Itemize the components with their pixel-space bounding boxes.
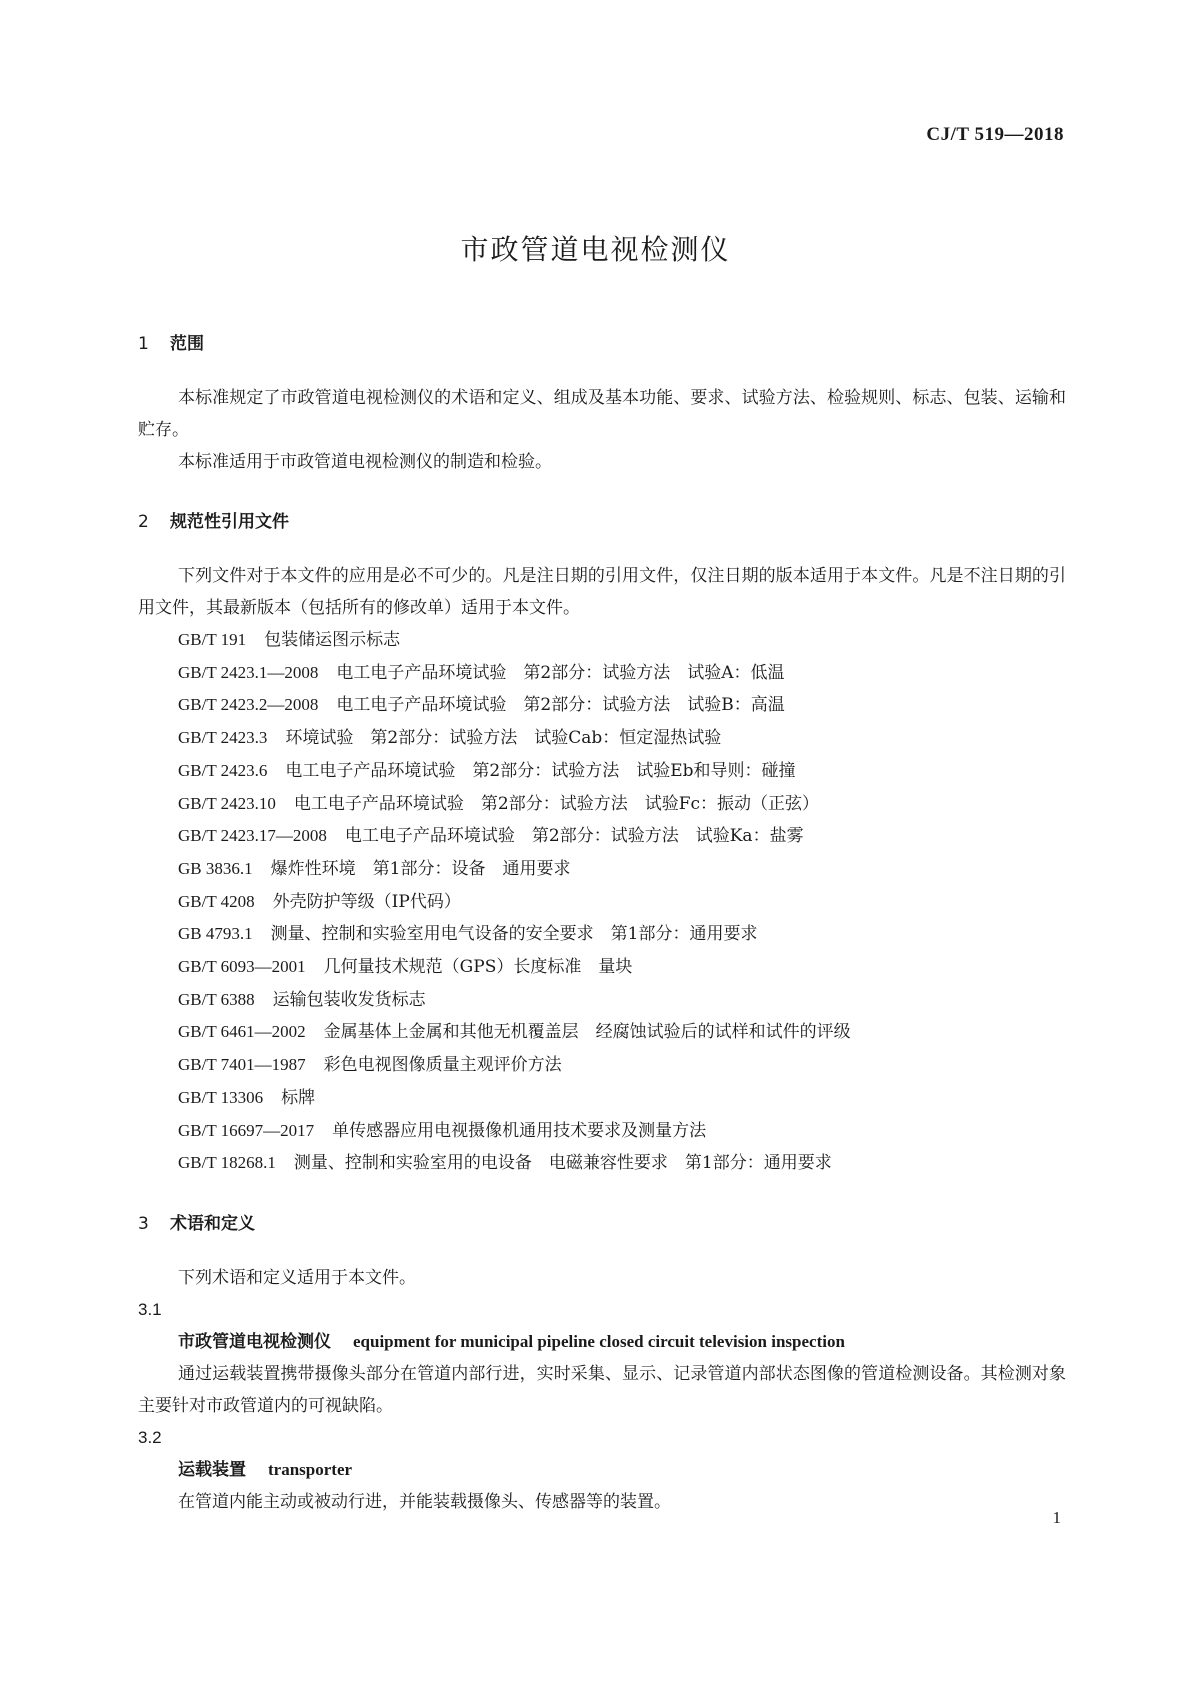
term-heading bbox=[138, 1326, 1066, 1358]
reference-code: GB/T 2423.1—2008 bbox=[178, 662, 319, 682]
reference-code: GB/T 191 bbox=[178, 630, 247, 649]
reference-code: GB/T 6093—2001 bbox=[178, 957, 306, 977]
reference-item bbox=[138, 853, 1066, 886]
section-title: 规范性引用文件 bbox=[170, 512, 289, 532]
section-title: 术语和定义 bbox=[170, 1213, 255, 1234]
term-english: transporter bbox=[268, 1459, 353, 1479]
reference-item bbox=[138, 820, 1066, 853]
scope-paragraph: 本标准适用于市政管道电视检测仪的制造和检验。 bbox=[178, 452, 552, 472]
reference-item bbox=[138, 984, 1066, 1017]
reference-code: GB/T 2423.2—2008 bbox=[178, 695, 319, 715]
reference-title: 几何量技术规范（GPS）长度标准 量块 bbox=[323, 957, 633, 978]
reference-title: 爆炸性环境 第1部分：设备 通用要求 bbox=[270, 858, 571, 879]
reference-item bbox=[138, 1049, 1066, 1082]
section-2-heading bbox=[138, 508, 1066, 536]
reference-code: GB/T 6388 bbox=[178, 989, 255, 1009]
reference-item bbox=[138, 788, 1066, 821]
section-number: 3 bbox=[138, 1213, 149, 1234]
reference-code: GB/T 2423.3 bbox=[178, 728, 268, 748]
reference-item bbox=[138, 722, 1066, 755]
reference-code: GB/T 7401—1987 bbox=[178, 1055, 306, 1075]
reference-item bbox=[138, 951, 1066, 984]
reference-code: GB/T 13306 bbox=[178, 1087, 264, 1107]
reference-item bbox=[138, 1147, 1066, 1180]
term-number: 3.2 bbox=[138, 1427, 162, 1447]
section-3-heading bbox=[138, 1210, 1066, 1238]
terms-intro: 下列术语和定义适用于本文件。 bbox=[178, 1267, 416, 1288]
reference-item bbox=[138, 1115, 1066, 1148]
reference-item bbox=[138, 624, 1066, 657]
section-number: 2 bbox=[138, 512, 149, 532]
reference-title: 测量、控制和实验室用的电设备 电磁兼容性要求 第1部分：通用要求 bbox=[293, 1153, 832, 1174]
section-1-heading bbox=[138, 330, 1066, 358]
reference-item bbox=[138, 1082, 1066, 1115]
reference-list bbox=[138, 624, 1066, 1180]
reference-item bbox=[138, 886, 1066, 919]
reference-code: GB/T 2423.17—2008 bbox=[178, 826, 327, 846]
reference-code: GB/T 18268.1 bbox=[178, 1153, 276, 1173]
reference-code: GB 4793.1 bbox=[178, 924, 253, 944]
section-number: 1 bbox=[138, 334, 149, 354]
reference-title: 外壳防护等级（IP代码） bbox=[272, 891, 461, 912]
reference-title: 电工电子产品环境试验 第2部分：试验方法 试验Eb和导则：碰撞 bbox=[285, 760, 796, 781]
reference-code: GB/T 2423.6 bbox=[178, 760, 268, 780]
term-definition: 通过运载装置携带摄像头部分在管道内部行进，实时采集、显示、记录管道内部状态图像的管道检测设备。其检测对象主要针对市政管道内的可视缺陷。 bbox=[138, 1363, 1066, 1416]
references-intro: 下列文件对于本文件的应用是必不可少的。凡是注日期的引用文件，仅注日期的版本适用于本文件。凡是不注日期的引用文件，其最新版本（包括所有的修改单）适用于本文件。 bbox=[138, 566, 1066, 618]
term-english: equipment for municipal pipeline closed circuit television inspection bbox=[353, 1331, 845, 1351]
document-title: 市政管道电视检测仪 bbox=[460, 233, 731, 266]
reference-title: 标牌 bbox=[281, 1087, 316, 1108]
reference-code: GB 3836.1 bbox=[178, 858, 253, 878]
standard-code: CJ/T 519—2018 bbox=[926, 124, 1064, 145]
reference-item bbox=[138, 689, 1066, 722]
section-title: 范围 bbox=[170, 334, 204, 354]
term-chinese: 市政管道电视检测仪 bbox=[178, 1331, 331, 1352]
reference-title: 测量、控制和实验室用电气设备的安全要求 第1部分：通用要求 bbox=[270, 924, 758, 945]
document-body bbox=[138, 330, 1066, 1518]
term-definition: 在管道内能主动或被动行进，并能装载摄像头、传感器等的装置。 bbox=[178, 1491, 671, 1512]
reference-title: 彩色电视图像质量主观评价方法 bbox=[323, 1055, 562, 1076]
reference-title: 电工电子产品环境试验 第2部分：试验方法 试验Fc：振动（正弦） bbox=[293, 793, 820, 814]
reference-title: 单传感器应用电视摄像机通用技术要求及测量方法 bbox=[332, 1120, 707, 1141]
reference-item bbox=[138, 755, 1066, 788]
reference-title: 运输包装收发货标志 bbox=[272, 989, 426, 1010]
reference-item bbox=[138, 918, 1066, 951]
reference-title: 环境试验 第2部分：试验方法 试验Cab：恒定湿热试验 bbox=[285, 728, 722, 749]
reference-title: 电工电子产品环境试验 第2部分：试验方法 试验A：低温 bbox=[336, 662, 785, 683]
reference-code: GB/T 6461—2002 bbox=[178, 1022, 306, 1042]
reference-code: GB/T 4208 bbox=[178, 891, 255, 911]
scope-paragraph: 本标准规定了市政管道电视检测仪的术语和定义、组成及基本功能、要求、试验方法、检验规则、标志、包装、运输和贮存。 bbox=[138, 388, 1066, 440]
reference-title: 包装储运图示标志 bbox=[264, 630, 401, 650]
reference-item bbox=[138, 657, 1066, 690]
term-heading bbox=[138, 1454, 1066, 1486]
reference-item bbox=[138, 1016, 1066, 1049]
page-number: 1 bbox=[1052, 1508, 1061, 1527]
reference-title: 电工电子产品环境试验 第2部分：试验方法 试验Ka：盐雾 bbox=[344, 826, 804, 847]
reference-code: GB/T 16697—2017 bbox=[178, 1120, 315, 1140]
term-number: 3.1 bbox=[138, 1299, 162, 1319]
reference-title: 金属基体上金属和其他无机覆盖层 经腐蚀试验后的试样和试件的评级 bbox=[323, 1022, 851, 1043]
term-chinese: 运载装置 bbox=[178, 1459, 246, 1480]
reference-code: GB/T 2423.10 bbox=[178, 793, 276, 813]
reference-title: 电工电子产品环境试验 第2部分：试验方法 试验B：高温 bbox=[336, 695, 785, 716]
